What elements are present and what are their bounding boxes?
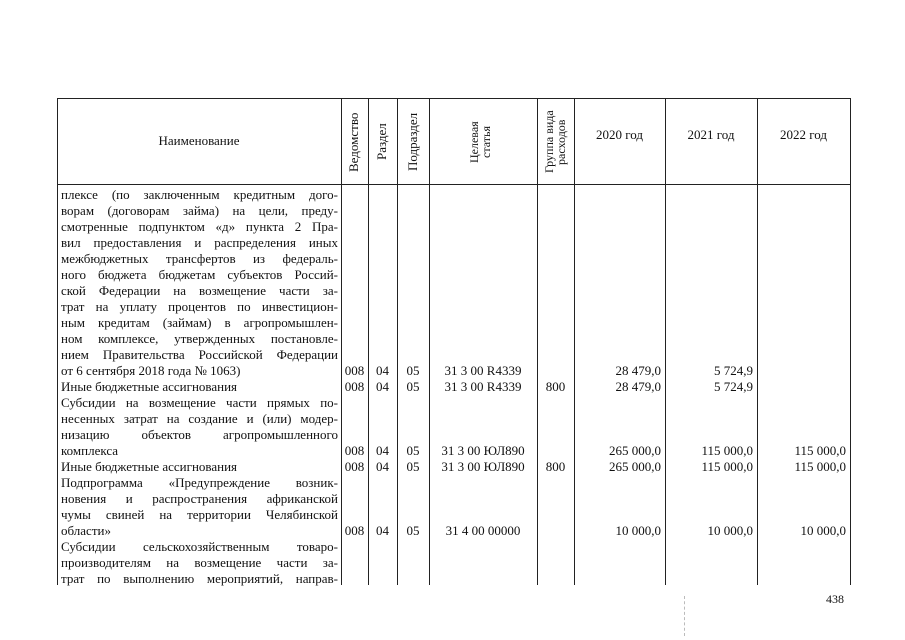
- row-text-line: несенных затрат на создание и (или) модер-: [61, 411, 338, 426]
- header-2021: 2021 год: [687, 127, 735, 142]
- cell-razdel: 04: [376, 443, 389, 458]
- cell-2020: 265 000,0: [609, 459, 661, 474]
- cell-celevaya: 31 4 00 00000: [445, 523, 521, 538]
- row-text-line: вил предоставления и распределения иных: [61, 235, 338, 250]
- cell-2020: 28 479,0: [615, 379, 661, 394]
- row-text-line: смотренные подпунктом «д» пункта 2 Пра-: [61, 219, 338, 234]
- row-text-line: комплекса: [61, 443, 119, 458]
- header-2020: 2020 год: [596, 127, 643, 142]
- cell-2021: 10 000,0: [707, 523, 753, 538]
- cell-gruppa: 800: [545, 379, 566, 394]
- cell-2022: 10 000,0: [800, 523, 846, 538]
- cell-celevaya: 31 3 00 ЮЛ890: [441, 443, 525, 458]
- col-divider: [665, 98, 666, 585]
- cell-razdel: 04: [376, 523, 389, 538]
- row-text-line: трат на уплату процентов по инвестицион-: [61, 299, 338, 314]
- row-text-line: ного бюджета бюджетам субъектов Россий-: [61, 267, 338, 282]
- cell-2021: 5 724,9: [714, 379, 753, 394]
- cell-2020: 28 479,0: [615, 363, 661, 378]
- row-text-line: ным кредитам (займам) в агропромышлен-: [61, 315, 338, 330]
- row-text-line: чумы свиней на территории Челябинской: [61, 507, 338, 522]
- row-text-line: межбюджетных трансфертов из федераль-: [61, 251, 338, 266]
- header-2022: 2022 год: [780, 127, 827, 142]
- cell-podrazdel: 05: [406, 443, 420, 458]
- row-text-line: области»: [61, 523, 111, 538]
- col-divider: [537, 98, 538, 585]
- col-divider: [574, 98, 575, 585]
- row-text-line: трат по выполнению мероприятий, направ-: [61, 571, 338, 586]
- header-divider: [57, 184, 851, 185]
- cell-2020: 265 000,0: [609, 443, 661, 458]
- cell-vedomstvo: 008: [344, 379, 365, 394]
- cell-vedomstvo: 008: [344, 523, 365, 538]
- cell-razdel: 04: [376, 379, 389, 394]
- cell-2020: 10 000,0: [615, 523, 661, 538]
- row-text-line: Субсидии на возмещение части прямых по-: [61, 395, 338, 410]
- cell-vedomstvo: 008: [344, 459, 365, 474]
- col-divider: [429, 98, 430, 585]
- header-gruppa-line2: расходов: [554, 119, 568, 165]
- cell-vedomstvo: 008: [344, 443, 365, 458]
- budget-table: [57, 98, 851, 585]
- col-divider: [397, 98, 398, 585]
- cell-vedomstvo: 008: [344, 363, 365, 378]
- col-divider: [368, 98, 369, 585]
- cell-2022: 115 000,0: [794, 443, 846, 458]
- row-text-line: Субсидии сельскохозяйственным товаро-: [61, 539, 338, 554]
- row-text-line: ворам (договорам займа) на цели, преду-: [61, 203, 338, 218]
- table-border-top: [57, 98, 851, 99]
- row-text-line: нием Правительства Российской Федерации: [61, 347, 338, 362]
- header-vedomstvo: Ведомство: [346, 112, 361, 172]
- scan-artifact-line: [684, 596, 685, 636]
- cell-celevaya: 31 3 00 R4339: [444, 379, 522, 394]
- row-text-line: Подпрограмма «Предупреждение возник-: [61, 475, 338, 490]
- row-text-line: ской Федерации на возмещение части за-: [61, 283, 338, 298]
- header-gruppa-vida: [543, 102, 567, 182]
- cell-2021: 115 000,0: [701, 443, 753, 458]
- cell-2021: 115 000,0: [701, 459, 753, 474]
- header-podrazdel: Подраздел: [405, 112, 420, 172]
- header-razdel: Раздел: [374, 123, 389, 161]
- header-celevaya-line1: Целевая: [467, 121, 481, 163]
- row-text-line: Иные бюджетные ассигнования: [61, 379, 238, 394]
- row-text-line: плексе (по заключенным кредитным дого-: [61, 187, 338, 202]
- col-divider: [757, 98, 758, 585]
- page-number: 438: [826, 592, 844, 606]
- cell-celevaya: 31 3 00 R4339: [444, 363, 522, 378]
- header-celevaya-statya: [468, 102, 492, 182]
- row-text-line: производителям на возмещение части за-: [61, 555, 338, 570]
- cell-podrazdel: 05: [406, 363, 420, 378]
- cell-podrazdel: 05: [406, 379, 420, 394]
- header-gruppa-line1: Группа вида: [542, 110, 556, 174]
- cell-celevaya: 31 3 00 ЮЛ890: [441, 459, 525, 474]
- cell-gruppa: 800: [545, 459, 566, 474]
- row-text-line: низацию объектов агропромышленного: [61, 427, 338, 442]
- cell-podrazdel: 05: [406, 459, 420, 474]
- cell-razdel: 04: [376, 363, 389, 378]
- table-border-right: [850, 98, 851, 585]
- row-text-line: Иные бюджетные ассигнования: [61, 459, 238, 474]
- cell-2021: 5 724,9: [714, 363, 753, 378]
- table-border-left: [57, 98, 58, 585]
- header-name: Наименование: [158, 133, 240, 148]
- row-text-line: ном комплексе, утвержденных постановле-: [61, 331, 338, 346]
- row-text-line: от 6 сентября 2018 года № 1063): [61, 363, 241, 378]
- cell-2022: 115 000,0: [794, 459, 846, 474]
- col-divider: [341, 98, 342, 585]
- cell-razdel: 04: [376, 459, 389, 474]
- cell-podrazdel: 05: [406, 523, 420, 538]
- header-celevaya-line2: статья: [479, 126, 493, 158]
- row-text-line: новения и распространения африканской: [61, 491, 338, 506]
